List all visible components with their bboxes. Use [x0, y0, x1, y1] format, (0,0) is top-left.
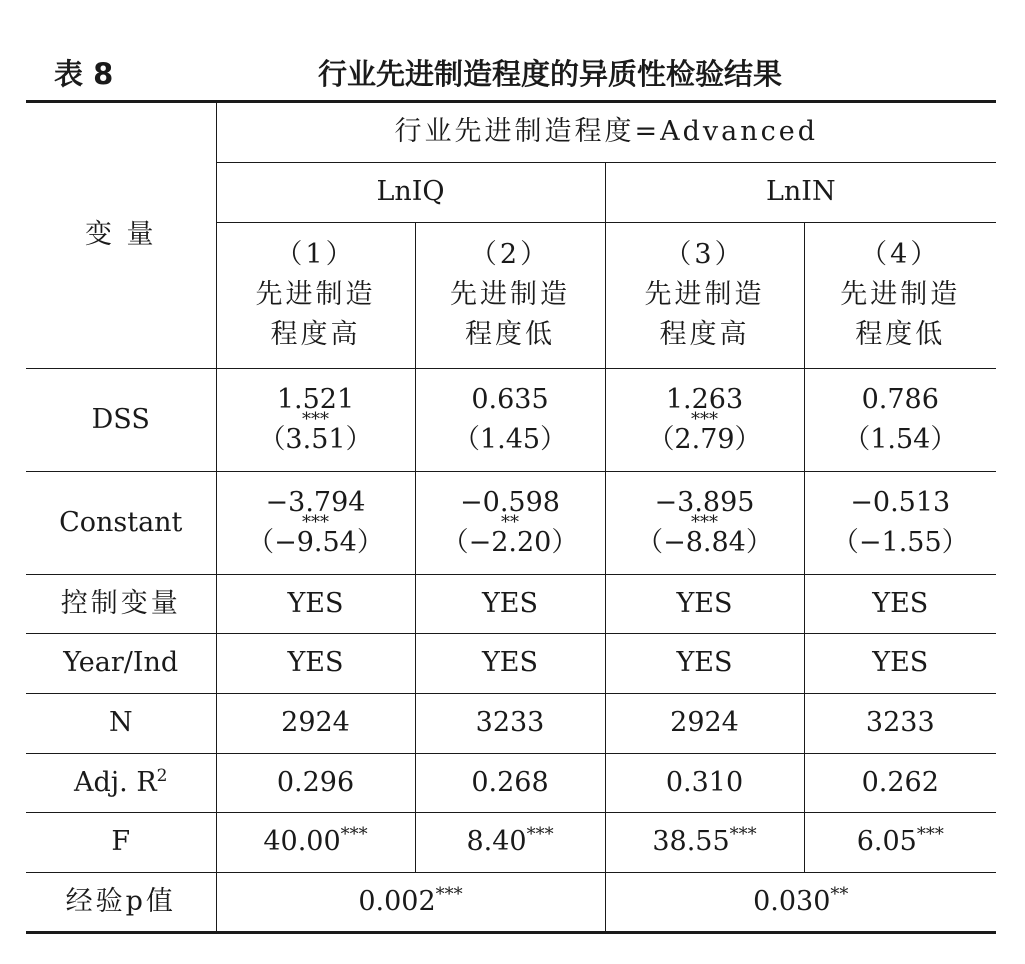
column-number: （2）	[469, 239, 551, 270]
column-header-2	[415, 222, 605, 368]
cell: 38.55***	[605, 812, 804, 872]
column-line1: 先进制造	[644, 279, 765, 310]
row-f	[26, 812, 996, 872]
cell: 6.05***	[804, 812, 996, 872]
cell: YES	[804, 633, 996, 693]
coefficient: 0.635	[471, 383, 549, 415]
row-label: Year/Ind	[26, 633, 216, 693]
cell: 40.00***	[216, 812, 415, 872]
t-statistic: （−2.20）	[441, 526, 579, 558]
t-statistic: （1.54）	[843, 423, 958, 455]
column-number: （4）	[860, 239, 941, 270]
row-year-ind	[26, 633, 996, 693]
cell: 2924	[605, 693, 804, 753]
row-label: Constant	[26, 471, 216, 574]
t-statistic: （1.45）	[452, 423, 568, 455]
group-header: 行业先进制造程度=Advanced	[216, 103, 996, 162]
column-line1: 先进制造	[840, 279, 961, 310]
significance-stars: ***	[526, 824, 554, 845]
row-label: DSS	[26, 368, 216, 471]
cell: 0.296	[216, 753, 415, 812]
significance-stars: ***	[340, 824, 368, 845]
cell	[605, 368, 804, 471]
row-label: Adj. $R^2$	[26, 753, 216, 812]
column-line2: 程度高	[659, 319, 750, 350]
t-statistic: （3.51）	[258, 423, 373, 455]
cell: 0.002***	[216, 872, 605, 932]
t-statistic: （−9.54）	[247, 526, 384, 558]
cell: 3233	[804, 693, 996, 753]
cell	[415, 471, 605, 574]
row-label: 控制变量	[26, 574, 216, 633]
row-label: F	[26, 812, 216, 872]
table-caption: 行业先进制造程度的异质性检验结果	[317, 57, 782, 91]
t-statistic: （2.79）	[647, 423, 762, 455]
row-adj-r2	[26, 753, 996, 812]
row-dss	[26, 368, 996, 471]
cell: 8.40***	[415, 812, 605, 872]
column-header-4	[804, 222, 996, 368]
table-title	[0, 46, 1025, 98]
column-line1: 先进制造	[255, 279, 376, 310]
cell: YES	[804, 574, 996, 633]
cell: 2924	[216, 693, 415, 753]
cell	[216, 368, 415, 471]
cell: YES	[415, 633, 605, 693]
t-statistic: （−8.84）	[636, 526, 773, 558]
row-constant	[26, 471, 996, 574]
coefficient: −0.598 **	[460, 486, 560, 533]
row-n	[26, 693, 996, 753]
cell	[415, 368, 605, 471]
column-line2: 程度低	[855, 319, 946, 350]
significance-stars: ***	[916, 824, 944, 845]
header-row-group	[26, 103, 996, 162]
cell: 0.310	[605, 753, 804, 812]
cell: 3233	[415, 693, 605, 753]
results-table	[26, 103, 996, 934]
cell	[216, 471, 415, 574]
cell: YES	[605, 574, 804, 633]
t-statistic: （−1.55）	[831, 526, 969, 558]
coefficient: 0.786	[861, 383, 939, 415]
cell: YES	[605, 633, 804, 693]
column-line2: 程度高	[270, 319, 361, 350]
significance-stars: **	[830, 883, 849, 905]
cell	[605, 471, 804, 574]
row-controls	[26, 574, 996, 633]
cell: YES	[216, 633, 415, 693]
column-header-3	[605, 222, 804, 368]
column-header-1	[216, 222, 415, 368]
depvar-lniq: LnIQ	[216, 162, 605, 222]
superscript: 2	[156, 765, 168, 786]
column-line1: 先进制造	[450, 279, 570, 310]
cell: 0.262	[804, 753, 996, 812]
coefficient: 1.263 ***	[665, 383, 744, 430]
significance-stars: ***	[435, 883, 463, 905]
coefficient: −3.895 ***	[654, 486, 755, 533]
cell: 0.268	[415, 753, 605, 812]
row-label: N	[26, 693, 216, 753]
column-number: （3）	[664, 239, 745, 270]
column-number: （1）	[275, 239, 356, 270]
coefficient: −3.794 ***	[265, 486, 366, 533]
cell	[804, 471, 996, 574]
row-empirical-p	[26, 872, 996, 932]
variable-header: 变 量	[26, 103, 216, 368]
coefficient: −0.513	[850, 486, 951, 518]
significance-stars: ***	[729, 824, 757, 845]
row-label: 经验p值	[26, 872, 216, 932]
coefficient: 1.521 ***	[276, 383, 355, 430]
column-line2: 程度低	[465, 319, 555, 350]
depvar-lnin: LnIN	[605, 162, 996, 222]
cell: YES	[216, 574, 415, 633]
cell: YES	[415, 574, 605, 633]
cell: 0.030**	[605, 872, 996, 932]
cell	[804, 368, 996, 471]
table-label: 表 8	[54, 57, 114, 91]
